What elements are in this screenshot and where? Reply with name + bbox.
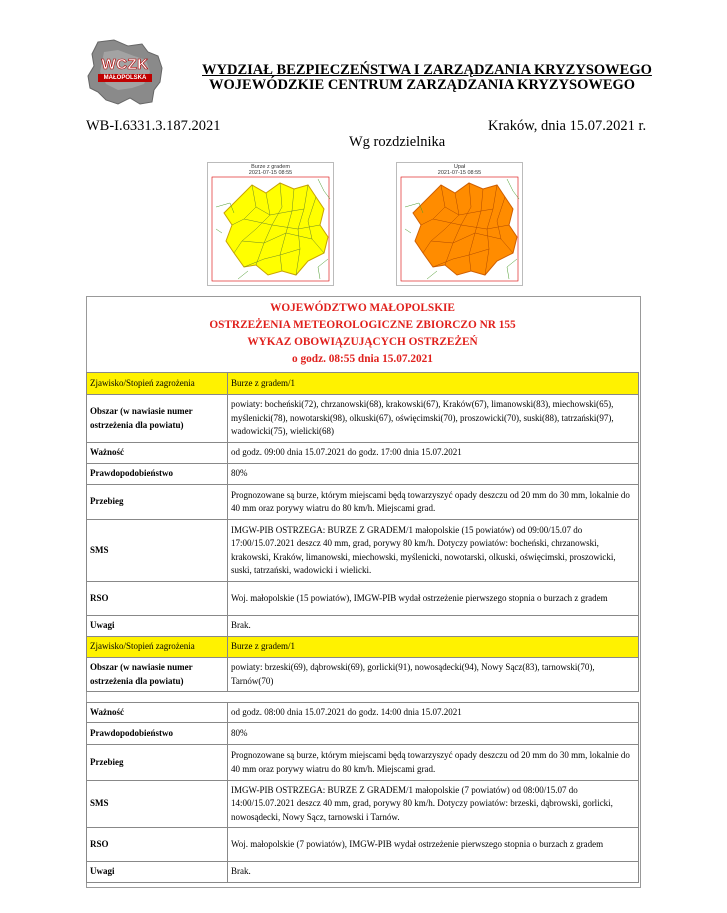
value-remarks: Brak. [228,862,639,883]
label-rso: RSO [87,582,228,616]
document-date: Kraków, dnia 15.07.2021 r. [488,118,647,134]
warning-row [87,485,639,520]
value-rso: Woj. małopolskie (15 powiatów), IMGW-PIB wydał ostrzeżenie pierwszego stopnia o burzach z gradem [228,582,639,616]
reference-number: WB-I.6331.3.187.2021 [86,118,221,134]
warning-row [87,828,639,862]
value-rso: Woj. małopolskie (7 powiatów), IMGW-PIB wydał ostrzeżenie pierwszego stopnia o burzach z gradem [228,828,639,862]
warning-row [87,520,639,582]
label-sms: SMS [87,781,228,828]
value-phenomenon: Burze z gradem/1 [228,637,639,658]
map-storms-title: Burze z gradem [251,164,290,170]
logo-text: WCZK [101,56,149,73]
title-voivodeship: WOJEWÓDZTWO MAŁOPOLSKIE [270,302,455,314]
value-probability: 80% [228,723,639,745]
warning-row [87,781,639,828]
warning-row [87,616,639,637]
warning-row [87,703,639,723]
warning-row [87,582,639,616]
center-title: WOJEWÓDZKIE CENTRUM ZARZĄDZANIA KRYZYSOWEGO [209,77,636,93]
warning-row [87,723,639,745]
map-storms-timestamp: 2021-07-15 08:55 [248,170,293,176]
label-area: Obszar (w nawiasie numer ostrzeżenia dla powiatu) [87,658,228,692]
warning-table-1 [86,372,639,692]
warning-row [87,658,639,692]
map-heat-title: Upał [453,164,466,170]
value-area: powiaty: bocheński(72), chrzanowski(68), krakowski(67), Kraków(67), limanowski(83), miechowski(65), myślenicki(78), nowotarski(98), olkuski(67), oświęcimski(70), proszowicki(70), suski(88), tatrzański(97), wadowicki(75), wielicki(68) [228,395,639,443]
department-title: WYDZIAŁ BEZPIECZEŃSTWA I ZARZĄDZANIA KRYZYSOWEGO [202,62,652,78]
label-area: Obszar (w nawiasie numer ostrzeżenia dla powiatu) [87,395,228,443]
wczk-logo [84,38,166,108]
label-remarks: Uwagi [87,616,228,637]
warning-table-2 [86,702,639,883]
warning-row [87,637,639,658]
value-phenomenon: Burze z gradem/1 [228,373,639,395]
value-area: powiaty: brzeski(69), dąbrowski(69), gorlicki(91), nowosądecki(94), Nowy Sącz(83), tarnowski(70), Tarnów(70) [228,658,639,692]
label-probability: Prawdopodobieństwo [87,464,228,485]
label-phenomenon: Zjawisko/Stopień zagrożenia [87,637,228,658]
label-remarks: Uwagi [87,862,228,883]
label-validity: Ważność [87,703,228,723]
warning-row [87,395,639,443]
label-probability: Prawdopodobieństwo [87,723,228,745]
label-phenomenon: Zjawisko/Stopień zagrożenia [87,373,228,395]
value-course: Prognozowane są burze, którym miejscami będą towarzyszyć opady deszczu od 20 mm do 30 mm, lokalnie do 40 mm oraz porywy wiatru do 80 km/h. Miejscami grad. [228,745,639,781]
value-sms: IMGW-PIB OSTRZEGA: BURZE Z GRADEM/1 małopolskie (7 powiatów) od 08:00/15.07 do 14:00/15.07.2021 deszcz 40 mm, grad, porywy 80 km/h. Dotyczy powiatów: brzeski, dąbrowski, gorlicki, nowosądecki, Nowy Sącz, tarnowski i Tarnów. [228,781,639,828]
label-course: Przebieg [87,745,228,781]
map-storms-region [208,163,333,285]
value-sms: IMGW-PIB OSTRZEGA: BURZE Z GRADEM/1 małopolskie (15 powiatów) od 09:00/15.07 do 17:00/15.07.2021 deszcz 40 mm, grad, porywy 80 km/h. Dotyczy powiatów: bocheński, chrzanowski, krakowski, Kraków, limanowski, miechowski, myślenicki, nowotarski, olkuski, oświęcimski, proszowicki, suski, tatrzański, wadowicki i wielicki. [228,520,639,582]
title-time: o godz. 08:55 dnia 15.07.2021 [292,353,433,365]
warning-row [87,862,639,883]
value-validity: od godz. 08:00 dnia 15.07.2021 do godz. 14:00 dnia 15.07.2021 [228,703,639,723]
warnings-title [87,297,638,370]
map-heat-region [397,163,522,285]
label-sms: SMS [87,520,228,582]
warning-row [87,464,639,485]
value-remarks: Brak. [228,616,639,637]
warning-row [87,373,639,395]
logo-subtext: MAŁOPOLSKA [103,75,147,81]
label-validity: Ważność [87,443,228,464]
map-heat-timestamp: 2021-07-15 08:55 [437,170,482,176]
warning-row [87,443,639,464]
map-heat [396,162,523,286]
value-course: Prognozowane są burze, którym miejscami będą towarzyszyć opady deszczu od 20 mm do 30 mm, lokalnie do 40 mm oraz porywy wiatru do 80 km/h. Miejscami grad. [228,485,639,520]
distribution-note: Wg rozdzielnika [349,134,446,150]
title-warnings-number: OSTRZEŻENIA METEOROLOGICZNE ZBIORCZO NR 155 [209,319,516,331]
label-course: Przebieg [87,485,228,520]
value-validity: od godz. 09:00 dnia 15.07.2021 do godz. 17:00 dnia 15.07.2021 [228,443,639,464]
title-list: WYKAZ OBOWIĄZUJĄCYCH OSTRZEŻEŃ [247,336,478,348]
value-probability: 80% [228,464,639,485]
map-storms [207,162,334,286]
warning-row [87,745,639,781]
label-rso: RSO [87,828,228,862]
